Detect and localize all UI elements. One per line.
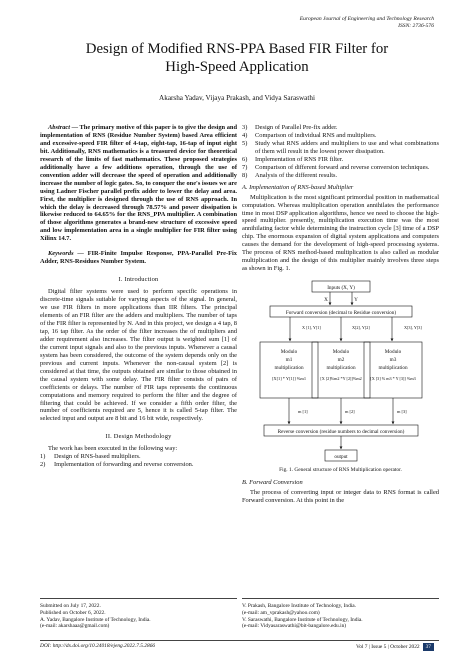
step-number: 8) — [242, 171, 248, 179]
abstract-label: Abstract — [48, 124, 71, 131]
module1-line3: multiplication — [274, 365, 304, 372]
method-heading: II. Design Methodology — [105, 433, 172, 441]
title-line-1: Design of Modified RNS-PPA Based FIR Filter for — [85, 41, 389, 57]
forward-label: Forward conversion (decimal to Residue conversion) — [285, 310, 397, 317]
footnote-line: Submitted on July 17, 2022. — [40, 603, 101, 609]
x-label: X — [324, 297, 328, 304]
method-intro: The work has been executed in the following way: — [48, 445, 178, 453]
list-item — [242, 156, 439, 164]
module2-line3: multiplication — [326, 365, 356, 372]
step-number: 1) — [40, 453, 46, 461]
list-item — [40, 453, 237, 461]
step-text: Comparison of individual RNS and multipliers. — [255, 131, 377, 139]
authors: Akarsha Yadav, Vijaya Prakash, and Vidya Saraswathi — [159, 94, 315, 102]
out-label-2: m [2] — [345, 409, 355, 415]
list-item — [242, 140, 439, 156]
footnote-line: (e-mail: Vidyasaraswathi@bit-bangalore.edu.in) — [242, 623, 347, 630]
step-number: 7) — [242, 163, 248, 171]
journal-issn: ISSN: 2736-576 — [398, 23, 434, 29]
subsection-a-text: Multiplication is the most significant primordial position in mathematical computation. Whereas multiplication operation annihilates the performance time in most DSP application algorithms, hence we need to choose the high-speed multiplier. presently, multiplication execution time was the most annihilating factor while determining the instruction cycle [3] time of a DSP chip. The enormous expansion of digital system applications and computers causes the demand for the development of high-speed processing systems. The process of RNS method-based multiplication is also called as modular multiplication and the design of this multiplier mainly involves three steps as shown in Fig. 1. — [242, 193, 439, 273]
list-item — [242, 132, 439, 140]
step-number: 2) — [40, 461, 46, 469]
subsection-b-heading: B. Forward Conversion — [242, 479, 303, 487]
list-item — [40, 461, 237, 469]
module1-line4: [X[1] * Y[1]] %m1 — [271, 376, 307, 382]
step-number: 5) — [242, 139, 248, 147]
module1-line1: Modulo — [280, 349, 298, 356]
module3-line1: Modulo — [384, 349, 402, 356]
figure-rns-structure — [242, 279, 439, 465]
step-text: Design of RNS-based multipliers. — [54, 453, 141, 461]
step-number: 6) — [242, 155, 248, 163]
footnotes-right — [242, 598, 439, 630]
inputs-label: Inputs (X, Y) — [327, 285, 355, 292]
edge-label-2: X[2], Y[2] — [352, 325, 370, 331]
step-text: Design of Parallel Pre-fix adder. — [255, 124, 338, 131]
journal-name: European Journal of Engineering and Technology Research — [299, 16, 434, 22]
footer-doi: DOI: http://dx.doi.org/10.24018/ejeng.2022.7.5.2866 — [40, 643, 156, 649]
right-column — [242, 124, 439, 505]
step-text: Analysis of the different results. — [255, 171, 338, 179]
subsection-a-heading: A. Implementation of RNS-based Multiplier — [242, 183, 354, 191]
output-label: output — [334, 454, 348, 461]
list-item — [242, 172, 439, 180]
footnote-line: Published on October 6, 2022. — [40, 609, 106, 616]
intro-heading: I. Introduction — [118, 276, 159, 284]
volume-info: Vol 7 | Issue 5 | October 2022 — [356, 644, 420, 650]
rns-diagram — [242, 279, 439, 465]
list-item — [242, 124, 439, 132]
footnote-line: A. Yadav, Bangalore Institute of Technology, India. — [40, 616, 151, 623]
module3-line4: [X [3] % m3 * Y [3]] %m3 — [370, 376, 416, 382]
footnote-line: V. Saraswathi, Bangalore Institute of Technology, India. — [242, 616, 363, 623]
steps-list-right — [242, 124, 439, 180]
keywords — [40, 250, 237, 266]
left-column — [40, 124, 237, 469]
out-label-3: m [3] — [397, 409, 407, 415]
footer-divider — [40, 640, 439, 641]
subsection-b-text: The process of converting input or integer data to RNS format is called Forward conversion. At this point in the — [242, 489, 439, 505]
module1-line2: m1 — [285, 357, 293, 364]
module3-line2: m3 — [389, 357, 397, 364]
out-label-1: m [1] — [298, 409, 308, 415]
step-text: Implementation of RNS FIR filter. — [255, 155, 344, 163]
y-label: Y — [354, 297, 358, 304]
page-number: 37 — [423, 643, 434, 651]
footnote-line: (e-mail: am_vprakash@yahoo.com) — [242, 609, 320, 616]
edge-label-1: X [1], Y[1] — [302, 325, 321, 331]
step-number: 4) — [242, 131, 248, 139]
reverse-label: Reverse conversion (residue numbers to decimal conversion) — [277, 429, 405, 436]
footer-volume — [356, 643, 434, 651]
step-text: Implementation of forwarding and reverse conversion. — [54, 461, 194, 469]
module2-line4: [X [2]%m2 *Y [2]]%m2 — [320, 376, 362, 382]
figure-caption: Fig. 1. General structure of RNS Multiplication operator. — [279, 467, 402, 474]
footnote-line: (e-mail: akarshaaa@gmail.com) — [40, 623, 110, 630]
edge-label-3: X[3], Y[3] — [404, 325, 422, 331]
abstract — [40, 124, 237, 243]
module2-line1: Modulo — [332, 349, 350, 356]
abstract-text: — The primary motive of this paper is to give the design and implementation of RNS (Residue Number System) based Area efficient and excessive-speed FIR filter of 4-tap, eight-tap, 16-tap of input eight bit. Additionally, RNS mathematics is a treasured device for theoretical research of the limits of fast mathematics. These proposed strategies additionally have a few additions operation, through the use of convention adder will decrease the speed of operation and additionally increase the number of logic gates. So, to conquer the one's issues we are using Ladner Fischer parallel prefix adder to lower the delay and area. First, the multiplier is designed through the use of RNS approach. In which the delay is decreased through 78.57% and power dissipation is likewise reduced to 64.65% for the RNS_PPA multiplier. A combination of those algorithms generates a brand-new structure of excessive speed and low implementation area in a single multiplier for FIR filter using Xilinx 14.7. — [40, 124, 237, 243]
title-line-2: High-Speed Application — [165, 59, 309, 75]
intro-text: Digital filter systems were used to perform specific operations in discrete-time signals suitable for varying aspects of the signal. In general, we use FIR filters in more applications than IIR filters. The principal elements of an FIR filter are the adders and multipliers. The number of taps of the FIR filter is represented by N. And in this project, we design a 4 tap, 8 tap, 16 tap filter. As the order of the filter increases the of multipliers and adder requirement also increases. The filter output is weighted sum [1] of the current input signals and also to the previous inputs. Whenever a causal system has been considered, the outcome of the system depends only on the previous and current inputs. Whenever the non-causal system [2] is considered at that time, the outputs obtained are similar to those obtained in the causal system with some delay. The FIR filter consists of pairs of coefficients or delays. The number of FIR taps represents the continuous computations and memory required to perform the filter and the degree of filtering that could be achieved. If we consider a fifth order filter, the number of coefficients required are 5, hence it is called 5-tap filter. The selected input and output are 8 bit and 16 bit wide, respectively. — [40, 288, 237, 423]
footnote-line: V. Prakash, Bangalore Institute of Technology, India. — [242, 603, 357, 609]
step-number: 3) — [242, 124, 248, 131]
module3-line3: multiplication — [378, 365, 408, 372]
module2-line2: m2 — [337, 357, 345, 364]
steps-list-left — [40, 453, 237, 469]
list-item — [242, 164, 439, 172]
footnotes-left — [40, 598, 237, 630]
keywords-label: Keywords — [48, 250, 74, 258]
step-text: Study what RNS adders and multipliers to use and what combinations of them will result in the lowest power dissipation. — [255, 139, 439, 155]
step-text: Comparison of different forward and reverse conversion techniques. — [255, 163, 430, 171]
keywords-text: — FIR-Finite Impulse Response, PPA-Parallel Pre-Fix Adder, RNS-Residues Number System. — [40, 250, 237, 266]
journal-header — [300, 16, 434, 30]
paper-title — [0, 40, 474, 76]
